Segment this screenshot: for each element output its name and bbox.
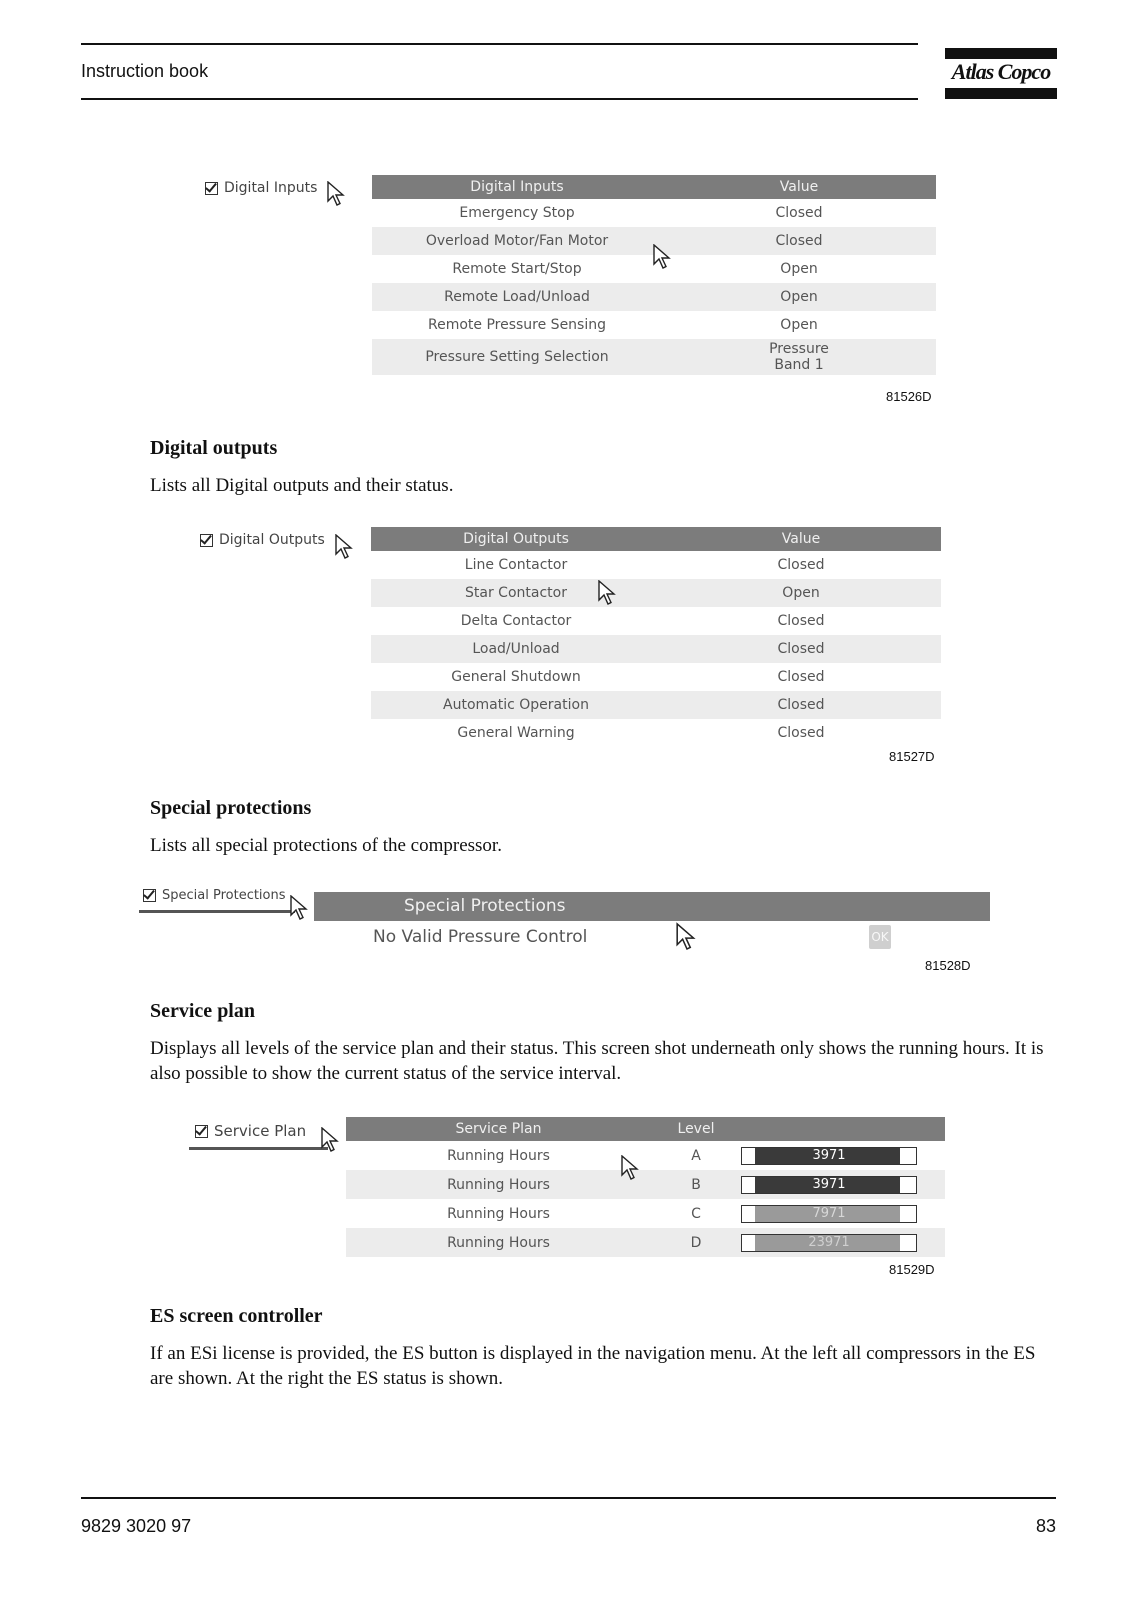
table-cell xyxy=(346,1228,651,1257)
table-row xyxy=(371,551,941,579)
row-label: Running Hours xyxy=(447,1147,550,1164)
row-label: Pressure Setting Selection xyxy=(425,349,609,365)
row-value: Closed xyxy=(775,233,823,249)
table-cell xyxy=(662,283,936,311)
table-cell xyxy=(346,1170,651,1199)
checkbox-icon xyxy=(195,1125,208,1138)
table-cell xyxy=(372,339,662,375)
digital-outputs-table xyxy=(371,527,941,747)
table-row xyxy=(371,579,941,607)
ok-button[interactable]: OK xyxy=(869,925,891,949)
table-row xyxy=(372,311,936,339)
table-cell xyxy=(661,663,941,691)
table-cell xyxy=(661,607,941,635)
cursor-arrow-icon xyxy=(652,244,674,270)
column-header: Value xyxy=(662,175,936,199)
hours-value: 23971 xyxy=(808,1234,850,1250)
header-top-rule xyxy=(81,43,918,45)
table-cell xyxy=(741,1170,945,1199)
table-cell xyxy=(371,607,661,635)
table-cell xyxy=(662,311,936,339)
cursor-arrow-icon xyxy=(620,1155,642,1181)
digital-inputs-table xyxy=(372,175,936,375)
section-text: Lists all special protections of the compressor. xyxy=(150,835,502,856)
table-cell xyxy=(372,227,662,255)
column-header: Digital Inputs xyxy=(372,175,662,199)
row-label: Load/Unload xyxy=(472,641,560,657)
table-cell xyxy=(661,551,941,579)
cursor-arrow-icon xyxy=(326,181,348,207)
hours-value: 7971 xyxy=(812,1205,846,1221)
section-heading: ES screen controller xyxy=(150,1305,323,1327)
nav-selection-underline xyxy=(189,1147,328,1150)
section-text: Lists all Digital outputs and their status. xyxy=(150,475,454,496)
row-value: Open xyxy=(780,289,818,305)
row-label: Delta Contactor xyxy=(460,613,572,629)
row-value: Open xyxy=(782,585,820,601)
column-header xyxy=(741,1117,945,1141)
table-cell xyxy=(661,635,941,663)
checkbox-icon xyxy=(205,182,218,195)
table-cell xyxy=(371,719,661,747)
column-header: Value xyxy=(661,527,941,551)
nav-label: Digital Inputs xyxy=(224,180,318,196)
document-number: 9829 3020 97 xyxy=(81,1516,192,1536)
service-plan-nav-item[interactable] xyxy=(195,1122,306,1140)
column-header: Level xyxy=(651,1117,741,1141)
running-hours-bar xyxy=(741,1147,917,1165)
table-cell xyxy=(651,1141,741,1170)
cursor-arrow-icon xyxy=(597,580,619,606)
table-row xyxy=(371,663,941,691)
table-cell xyxy=(661,719,941,747)
table-cell xyxy=(662,339,936,375)
table-row xyxy=(346,1228,945,1257)
nav-label: Service Plan xyxy=(214,1122,307,1140)
header-bottom-rule xyxy=(81,98,918,100)
row-value: Open xyxy=(780,317,818,333)
table-row xyxy=(371,607,941,635)
row-value: Closed xyxy=(777,641,825,657)
checkbox-icon xyxy=(143,889,156,902)
table-cell xyxy=(372,283,662,311)
table-cell xyxy=(662,227,936,255)
table-cell xyxy=(346,1141,651,1170)
table-cell xyxy=(662,199,936,227)
section-heading: Special protections xyxy=(150,797,312,819)
brand-logo: Atlas Copco xyxy=(951,59,1051,84)
section-heading: Digital outputs xyxy=(150,437,278,459)
table-cell xyxy=(371,691,661,719)
row-value: Pressure Band 1 xyxy=(769,341,829,373)
row-value: Closed xyxy=(777,697,825,713)
level-label: D xyxy=(690,1234,702,1251)
table-row xyxy=(371,719,941,747)
row-value: Closed xyxy=(777,557,825,573)
nav-label: Special Protections xyxy=(162,888,286,903)
table-row xyxy=(346,1199,945,1228)
service-plan-table xyxy=(346,1117,945,1257)
table-cell xyxy=(741,1228,945,1257)
hours-value: 3971 xyxy=(812,1176,846,1192)
figure-id: 81526D xyxy=(886,389,932,404)
table-cell xyxy=(651,1228,741,1257)
figure-id: 81528D xyxy=(925,958,971,973)
table-cell xyxy=(371,551,661,579)
table-cell xyxy=(661,579,941,607)
logo-top-bar xyxy=(945,48,1057,59)
cursor-arrow-icon xyxy=(334,534,356,560)
row-label: Overload Motor/Fan Motor xyxy=(425,233,609,249)
row-label: Remote Start/Stop xyxy=(452,261,582,277)
table-cell xyxy=(371,663,661,691)
row-label: Remote Load/Unload xyxy=(444,289,590,305)
row-label: Running Hours xyxy=(447,1205,550,1222)
table-row xyxy=(371,691,941,719)
footer-rule xyxy=(81,1497,1056,1499)
table-cell xyxy=(662,255,936,283)
nav-selection-underline xyxy=(139,910,295,913)
row-label: General Shutdown xyxy=(451,669,581,685)
level-label: C xyxy=(691,1205,701,1222)
checkbox-icon xyxy=(200,534,213,547)
table-row xyxy=(372,339,936,375)
digital-outputs-nav-item[interactable] xyxy=(200,532,325,548)
digital-inputs-nav-item[interactable] xyxy=(205,180,317,196)
table-row xyxy=(372,199,936,227)
running-hours-bar xyxy=(741,1205,917,1223)
figure-id: 81529D xyxy=(889,1262,935,1277)
row-value: Closed xyxy=(777,669,825,685)
row-label: Emergency Stop xyxy=(459,205,575,221)
page-number: 83 xyxy=(1035,1516,1056,1536)
table-cell xyxy=(651,1170,741,1199)
row-label: Remote Pressure Sensing xyxy=(427,317,606,333)
section-text: If an ESi license is provided, the ES button is displayed in the navigation menu. At the left all compressors in the ES are shown. At the right the ES status is shown. xyxy=(150,1343,1036,1389)
table-cell xyxy=(372,199,662,227)
row-label: Line Contactor xyxy=(464,557,568,573)
row-label: Running Hours xyxy=(447,1176,550,1193)
document-title: Instruction book xyxy=(81,61,209,81)
table-cell xyxy=(346,1199,651,1228)
column-header: Digital Outputs xyxy=(371,527,661,551)
level-label: A xyxy=(691,1147,701,1164)
protection-item: No Valid Pressure Control xyxy=(373,927,588,947)
table-row xyxy=(346,1141,945,1170)
special-protections-panel-header xyxy=(314,892,990,921)
table-cell xyxy=(661,691,941,719)
row-label: Star Contactor xyxy=(465,585,567,601)
logo-bottom-bar xyxy=(945,88,1057,99)
section-text: Displays all levels of the service plan and their status. This screen shot underneath only shows the running hours. It is also possible to show the current status of the service interval. xyxy=(150,1038,1044,1084)
table-cell xyxy=(371,635,661,663)
column-header: Service Plan xyxy=(346,1117,651,1141)
nav-label: Digital Outputs xyxy=(219,532,325,548)
table-row xyxy=(346,1170,945,1199)
cursor-arrow-icon xyxy=(320,1127,342,1153)
cursor-arrow-icon xyxy=(289,895,311,921)
panel-title: Special Protections xyxy=(404,896,566,916)
row-value: Closed xyxy=(777,613,825,629)
table-cell xyxy=(741,1141,945,1170)
table-cell xyxy=(741,1199,945,1228)
table-row xyxy=(372,283,936,311)
table-cell xyxy=(372,255,662,283)
table-cell xyxy=(372,311,662,339)
row-value: Closed xyxy=(775,205,823,221)
running-hours-bar xyxy=(741,1234,917,1252)
table-cell xyxy=(651,1199,741,1228)
row-label: General Warning xyxy=(457,725,575,741)
table-row xyxy=(371,635,941,663)
row-value: Closed xyxy=(777,725,825,741)
level-label: B xyxy=(691,1176,701,1193)
row-label: Running Hours xyxy=(447,1234,550,1251)
special-protections-nav-item[interactable] xyxy=(143,888,286,903)
section-heading: Service plan xyxy=(150,1000,255,1022)
row-label: Automatic Operation xyxy=(443,697,589,713)
row-value: Open xyxy=(780,261,818,277)
running-hours-bar xyxy=(741,1176,917,1194)
hours-value: 3971 xyxy=(812,1147,846,1163)
cursor-arrow-icon xyxy=(675,922,699,952)
figure-id: 81527D xyxy=(889,749,935,764)
